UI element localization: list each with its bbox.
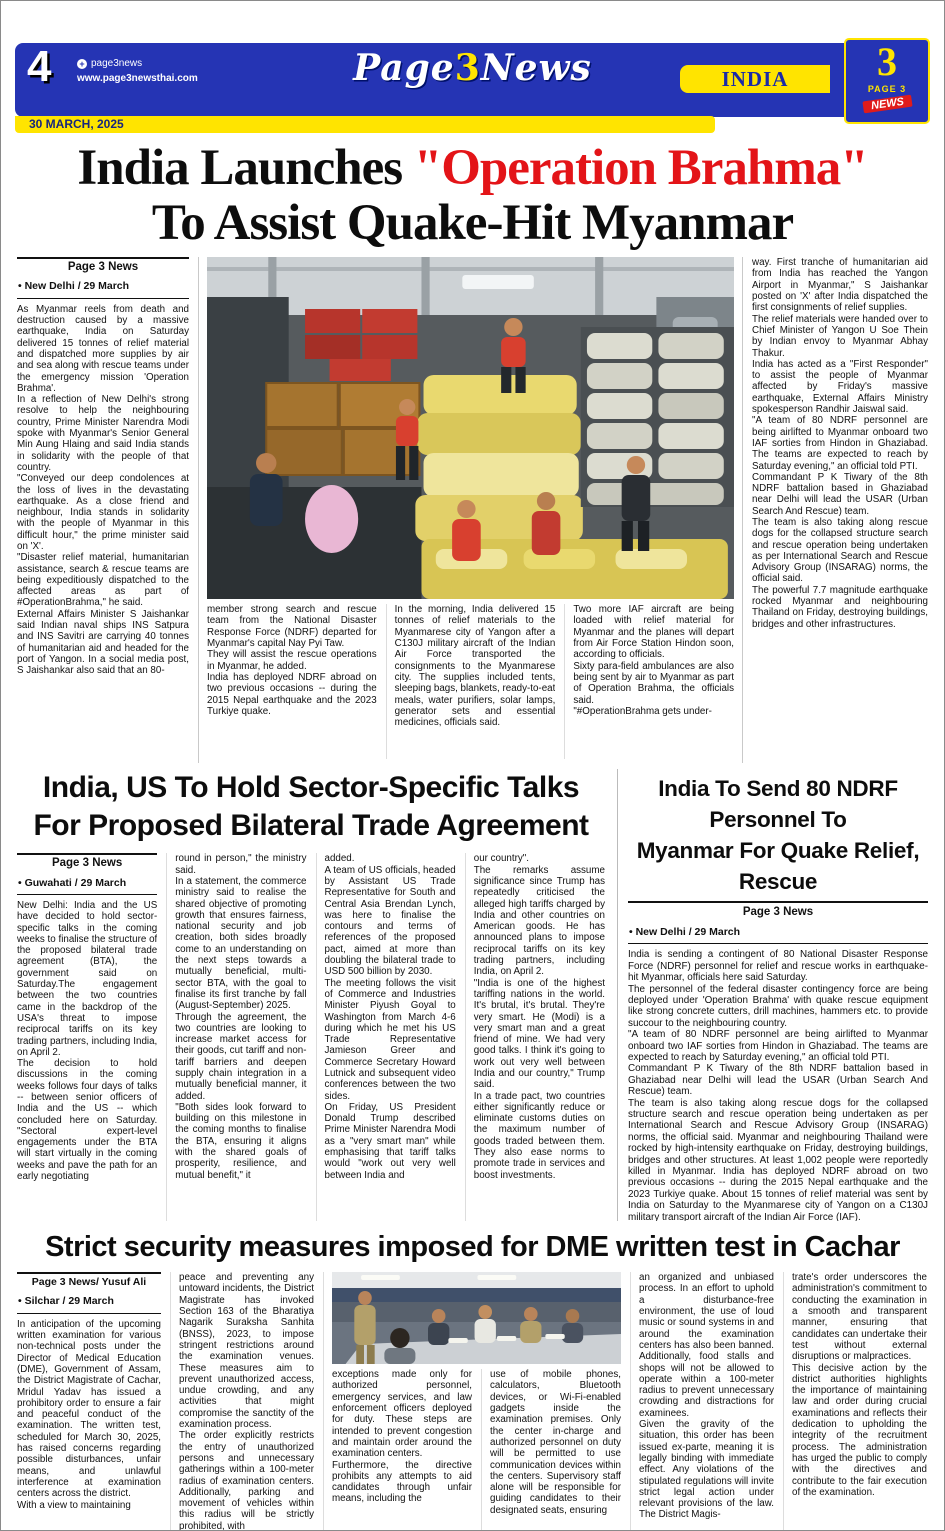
page3-logo bbox=[844, 38, 930, 124]
paragraph: In a statement, the commerce ministry said to realise the shared objective of promoting growth that ensures fairness, national security and job creation, both sides broadly come to an understanding on the next steps towards a mutually beneficial, multi-sector BTA, with the goal to finalise its first tranche by fall (August-September) 2025. bbox=[175, 875, 307, 1012]
paragraph: As Myanmar reels from death and destruction caused by a massive earthquake, India on Saturday delivered 15 tonnes of relief material and dispatched more supplies by air and sea along with rescue teams under the emergency mission 'Operation Brahma'. bbox=[17, 303, 189, 394]
paragraph: The relief materials were handed over to Chief Minister of Yangon U Soe Thein by Indian envoy to Myanmar Abhay Thakur. bbox=[752, 313, 928, 359]
article2-columns bbox=[17, 853, 605, 1221]
paragraph: Given the gravity of the situation, this order has been issued ex-parte, meaning it is legally binding with immediate effect. Any violations of the stipulated regulations will invite strict legal action under relevant provisions of the law. The District Magis- bbox=[639, 1419, 774, 1521]
paragraph: round in person," the ministry said. bbox=[175, 853, 307, 876]
article4-byline bbox=[17, 1272, 161, 1314]
social-handle: page3news bbox=[91, 58, 143, 69]
article1-column-1 bbox=[17, 257, 189, 763]
paragraph: New Delhi: India and the US have decided to hold sector-specific talks in the coming weeks to finalise the structure of the proposed bilateral trade agreement (BTA), the government said on Saturday.The engagement between the two countries came in the backdrop of the USA's threat to impose reciprocal tariffs on its key trading partners, including India, on April 2. bbox=[17, 899, 158, 1058]
byline-dateline: • New Delhi / 29 March bbox=[629, 926, 741, 939]
paragraph: use of mobile phones, calculators, Bluetooth devices, or Wi-Fi-enabled gadgets inside the examination premises. Only the center in-charge and authorized personnel on duty will be permitted to use communication devices within the centers. Supervisory staff alone will be responsible for guiding candidates to their designated seats, ensuring bbox=[490, 1369, 621, 1516]
article1-body bbox=[17, 257, 928, 763]
article1-middle-columns bbox=[207, 604, 734, 759]
article2-column-4 bbox=[465, 853, 605, 1221]
paragraph: In anticipation of the upcoming written examination for various non-technical posts under the Director of Medical Education (DME), Government of Assam, the District Magistrate of Cachar, Mridul Yadav has issued a prohibitory order to ensure a fair and peaceful conduct of the examination. The written test, scheduled for March 30, 2025, has raised concerns regarding possible disturbances, unfair means, and unlawful interference at examination centers across the district. bbox=[17, 1318, 161, 1500]
paragraph: trate's order underscores the administration's commitment to conducting the examination in a smooth and transparent manner, ensuring that candidates can undertake their test without external disruptions or malpractices. bbox=[792, 1272, 927, 1363]
article4-column-4 bbox=[481, 1369, 621, 1531]
headline2-line2: For Proposed Bilateral Trade Agreement bbox=[33, 809, 589, 843]
paragraph: The personnel of the federal disaster contingency force are being deployed under 'Operation Brahma' with quake rescue equipment like strong concrete cutters, drill machines, hammers etc. to provide succour to the neighbouring country. bbox=[628, 983, 928, 1029]
website-url: www.page3newsthai.com bbox=[77, 73, 198, 84]
article3 bbox=[617, 769, 928, 1221]
paragraph: India has deployed NDRF abroad on two previous occasions -- during the 2015 Nepal earthquake and the 2023 Turkiye quake. bbox=[207, 671, 377, 717]
paragraph: an organized and unbiased process. In an effort to uphold a disturbance-free environment, the use of loud music or sound systems in and around the examination centers has also been banned. Additionally, food stalls and shops will not be allowed to operate within a 100-meter radius to prevent unnecessary crowding and distractions for examinees. bbox=[639, 1272, 774, 1419]
article3-text bbox=[628, 949, 928, 1221]
paragraph: They will assist the rescue operations in Myanmar, he added. bbox=[207, 649, 377, 672]
paragraph: A team of US officials, headed by Assistant US Trade Representative for South and Central Asia Brendan Lynch, was here to finalise the contours and terms of references of the proposed pact, aimed at more than doubling the bilateral trade to USD 500 billion by 2030. bbox=[324, 864, 456, 978]
social-plus-icon: + bbox=[77, 59, 87, 69]
paragraph: "India is one of the highest tariffing nations in the world. It's brutal, it's brutal. They're very smart. He (Modi) is a very smart man and a great friend of mine. We had very good talks. I think it's going to work out very well between India and our country," Trump said. bbox=[473, 977, 605, 1091]
logo-caption: PAGE 3 bbox=[867, 84, 907, 94]
article4-column-6 bbox=[783, 1272, 927, 1531]
paragraph: On Friday, US President Donald Trump described Prime Minister Narendra Modi as a "very smart man" while emphasising that tariff talks would "work out very well between India and bbox=[324, 1101, 456, 1181]
byline-source: Page 3 News bbox=[742, 906, 814, 919]
byline-source: Page 3 News bbox=[67, 261, 139, 274]
article4-column-5 bbox=[630, 1272, 774, 1531]
byline-dateline: • New Delhi / 29 March bbox=[18, 280, 130, 293]
exam-meeting-photo bbox=[332, 1272, 621, 1364]
headline1-line2: To Assist Quake-Hit Myanmar bbox=[151, 195, 794, 252]
paragraph: "#OperationBrahma gets under- bbox=[573, 705, 712, 717]
masthead-part1: Page bbox=[353, 47, 455, 89]
headline1-black: India Launches bbox=[77, 140, 414, 196]
region-label: INDIA bbox=[680, 65, 830, 93]
paragraph: In a reflection of New Delhi's strong resolve to help the neighbouring country, Prime Minister Narendra Modi spoke with Myanmar's Senior General Min Aung Hlaing and said India stands in solidarity with the people of that country. bbox=[17, 394, 189, 473]
paragraph: peace and preventing any untoward incidents, the District Magistrate has invoked Section 163 of the Bharatiya Nagarik Suraksha Sanhita (BNSS), 2023, to impose stringent restrictions around the examination venues. These measures aim to prevent unauthorized access, undue crowding, and any activities that might compromise the sanctity of the examination process. bbox=[179, 1272, 314, 1431]
paragraph: "Conveyed our deep condolences at the loss of lives in the devastating earthquake. As a close friend and neighbour, India stands in solidarity with the people of Myanmar in this difficult hour," the prime minister said on 'X'. bbox=[17, 473, 189, 552]
relief-cargo-photo bbox=[207, 257, 734, 599]
article1-column-5 bbox=[752, 257, 928, 763]
paragraph: The order explicitly restricts the entry of unauthorized persons and unnecessary gatherings within a 100-meter radius of examination centers. Additionally, parking and movement of vehicles within this radius will be strictly prohibited, with bbox=[179, 1430, 314, 1531]
paragraph: exceptions made only for authorized personnel, emergency services, and law enforcement officers deployed for duty. These steps are intended to prevent congestion and maintain order around the examination centers. bbox=[332, 1369, 472, 1460]
paragraph: Two more IAF aircraft are being loaded with relief material for Myanmar and the planes will depart from Air Force Station Hindon soon, according to officials. bbox=[573, 604, 734, 661]
pink-sack bbox=[305, 485, 358, 553]
paragraph: Through the agreement, the two countries are looking to increase market access for their goods, cut tariff and non-tariff barriers and deepen supply chain integration in a mutually beneficial manner, it added. bbox=[175, 1011, 307, 1102]
paragraph: The decision to hold discussions in the coming weeks follows four days of talks -- between senior officers of India and the US -- which concluded here on Saturday. "Sectoral expert-level engagements under the BTA will start virtually in the coming weeks and pave the path for an early negotiating bbox=[17, 1058, 158, 1183]
article1-column-2 bbox=[207, 604, 377, 759]
paragraph: The team is also taking along rescue dogs for the collapsed structure search and rescue operation being undertaken as per International Search and Rescue Advisory Group (INSARAG) norms, the official said. Myanmar and neighbouring Thailand were rocked by high-intensity earthquake on Friday, destroying buildings, bridges and other structures. At least 1,002 people were reportedly killed in Myanmar. India has deployed NDRF abroad on two previous occasions -- during the 2015 Nepal earthquake and the 2023 Turkiye quake. About 15 tonnes of relief material was sent by India on Saturday to the Myanmarese city of Yangon on a C130J military transport aircraft of the Indian Air Force (IAF). bbox=[628, 1097, 928, 1222]
paragraph: Commandant P K Tiwary of the 8th NDRF battalion based in Ghaziabad near Delhi will lead the USAR (Urban Search And Rescue) team. bbox=[628, 1063, 928, 1098]
byline-source: Page 3 News/ Yusuf Ali bbox=[31, 1276, 147, 1289]
article2-column-3 bbox=[316, 853, 456, 1221]
paragraph: The team is also taking along rescue dogs for the collapsed structure search and rescue operation being undertaken as per International Search and Rescue Advisory Group (INSARAG) norms, the official said. bbox=[752, 516, 928, 585]
paragraph: With a view to maintaining bbox=[17, 1499, 131, 1511]
paragraph: The powerful 7.7 magnitude earthquake rocked Myanmar and neighbouring Thailand on Friday, destroying buildings, bridges and other infrastructures. bbox=[752, 584, 928, 630]
headline1-red: "Operation Brahma" bbox=[413, 140, 868, 196]
article2-column-1 bbox=[17, 853, 157, 1221]
article2-byline bbox=[17, 853, 157, 895]
paragraph: member strong search and rescue team from the National Disaster Response Force (NDRF) departed for Myanmar's capital Nay Pyi Taw. bbox=[207, 604, 377, 650]
article4-column-1 bbox=[17, 1272, 161, 1531]
article1-byline bbox=[17, 257, 189, 299]
paragraph: added. bbox=[324, 853, 355, 865]
masthead-digit: 3 bbox=[454, 47, 481, 89]
white-sack-wall bbox=[581, 327, 734, 507]
logo-digit: 3 bbox=[877, 39, 897, 84]
paragraph: Sixty para-field ambulances are also being sent by air to Myanmar as part of Operation Brahma, the officials said. bbox=[573, 660, 734, 706]
article4-body bbox=[17, 1272, 928, 1531]
article1-headline bbox=[11, 141, 934, 251]
byline-dateline: • Silchar / 29 March bbox=[18, 1295, 114, 1308]
paragraph: Furthermore, the directive prohibits any attempts to aid candidates through unfair means, including the bbox=[332, 1459, 472, 1505]
article4-col1-text bbox=[17, 1319, 161, 1511]
article1-middle bbox=[198, 257, 743, 763]
paragraph: way. First tranche of humanitarian aid from India has reached the Yangon Airport in Myanmar," S Jaishankar posted on 'X' after India dispatched the first consignments of relief supplies. bbox=[752, 257, 928, 314]
page-number: 4 bbox=[27, 42, 52, 91]
paragraph: Commandant P K Tiwary of the 8th NDRF battalion based in Ghaziabad near Delhi will lead the USAR (Urban Search And Rescue) team. bbox=[752, 471, 928, 517]
article4-column-3 bbox=[332, 1369, 472, 1531]
paragraph: "Both sides look forward to building on this milestone in the coming months to finalise the BTA, ensuring it aligns with the shared goals of prosperity, resilience, and mutual benefit," it bbox=[175, 1101, 307, 1181]
paragraph: The remarks assume significance since Trump has repeatedly criticised the alleged high tariffs charged by India and other countries on American goods. He has announced plans to impose reciprocal tariffs on its key trading partners, including India, on April 2. bbox=[473, 864, 605, 978]
headline2-line1: India, US To Hold Sector-Specific Talks bbox=[42, 771, 580, 805]
logo-news-ribbon: NEWS bbox=[862, 95, 912, 114]
date-strip: 30 MARCH, 2025 bbox=[15, 116, 715, 133]
article3-headline bbox=[628, 773, 928, 897]
paragraph: External Affairs Minister S Jaishankar said Indian naval ships INS Satpura and INS Savitri are carrying 40 tonnes of humanitarian aid and headed for the port of Yangon. In a social media post, S Jaishankar also said that an 80- bbox=[17, 608, 189, 677]
article1-column-3 bbox=[386, 604, 556, 759]
paragraph: India is sending a contingent of 80 National Disaster Response Force (NDRF) personnel for relief and rescue works in earthquake-hit Myanmar, officials here said Saturday. bbox=[628, 949, 928, 984]
page-header bbox=[15, 39, 930, 131]
article4-column-2 bbox=[170, 1272, 314, 1531]
paragraph: "Disaster relief material, humanitarian assistance, search & rescue teams are being expeditiously dispatched to the affected areas as part of #OperationBrahma," he said. bbox=[17, 552, 189, 609]
paragraph: "A team of 80 NDRF personnel are being airlifted to Myanmar onboard two IAF sorties from Hindon in Ghaziabad. The teams are expected to reach by Saturday evening," an official told PTI. bbox=[752, 415, 928, 472]
article2 bbox=[17, 769, 605, 1221]
paragraph: In the morning, India delivered 15 tonnes of relief materials to the Myanmarese city of Yangon after a C130J military aircraft of the Indian Air Force transported the consignments to the Myanmarese city. The supplies included tents, sleeping bags, blankets, ready-to-eat meals, water purifiers, solar lamps, generator sets and essential medicines, officials said. bbox=[394, 604, 556, 729]
article2-column-2 bbox=[166, 853, 306, 1221]
article4-columns-3-4 bbox=[332, 1369, 621, 1531]
headline3-line2: Myanmar For Quake Relief, Rescue bbox=[636, 838, 920, 895]
byline-source: Page 3 News bbox=[51, 857, 123, 870]
paragraph: The meeting follows the visit of Commerce and Industries Minister Piyush Goyal to Washington from March 4-6 during which he met his US Trade Representative Jamieson Greer and Commerce Secretary Howard Lutnick and subsequent video conferences between the two sides. bbox=[324, 977, 456, 1102]
paragraph: "A team of 80 NDRF personnel are being airlifted to Myanmar onboard two IAF sorties from Hindon in Ghaziabad. The teams are expected to reach by Saturday evening," an official told PTI. bbox=[628, 1029, 928, 1063]
article4-photo-columns bbox=[323, 1272, 621, 1531]
article3-byline bbox=[628, 901, 928, 944]
masthead-part2: News bbox=[480, 47, 592, 89]
article1-column-4 bbox=[564, 604, 734, 759]
paragraph: India has acted as a "First Responder" to assist the people of Myanmar affected by Friday's massive earthquake, External Affairs Ministry spokesperson Randhir Jaiswal said. bbox=[752, 358, 928, 416]
middle-section bbox=[17, 769, 928, 1221]
article2-col1-text bbox=[17, 900, 157, 1182]
paragraph: our country". bbox=[473, 853, 529, 865]
byline-dateline: • Guwahati / 29 March bbox=[18, 876, 127, 889]
paragraph: This decisive action by the district authorities highlights the importance of maintaining law and order during crucial examinations and reflects their dedication to upholding the integrity of the recruitment process. The administration has urged the public to comply with the directives and contribute to the fair execution of the examination. bbox=[792, 1362, 927, 1498]
article4-headline: Strict security measures imposed for DME written test in Cachar bbox=[45, 1231, 900, 1264]
headline3-line1: India To Send 80 NDRF Personnel To bbox=[658, 776, 898, 833]
article2-headline bbox=[17, 769, 605, 845]
paragraph: In a trade pact, two countries either significantly reduce or eliminate customs duties on the maximum number of goods traded between them. They also ease norms to promote trade in services and boost investments. bbox=[473, 1090, 605, 1181]
article1-col1-text bbox=[17, 304, 189, 677]
